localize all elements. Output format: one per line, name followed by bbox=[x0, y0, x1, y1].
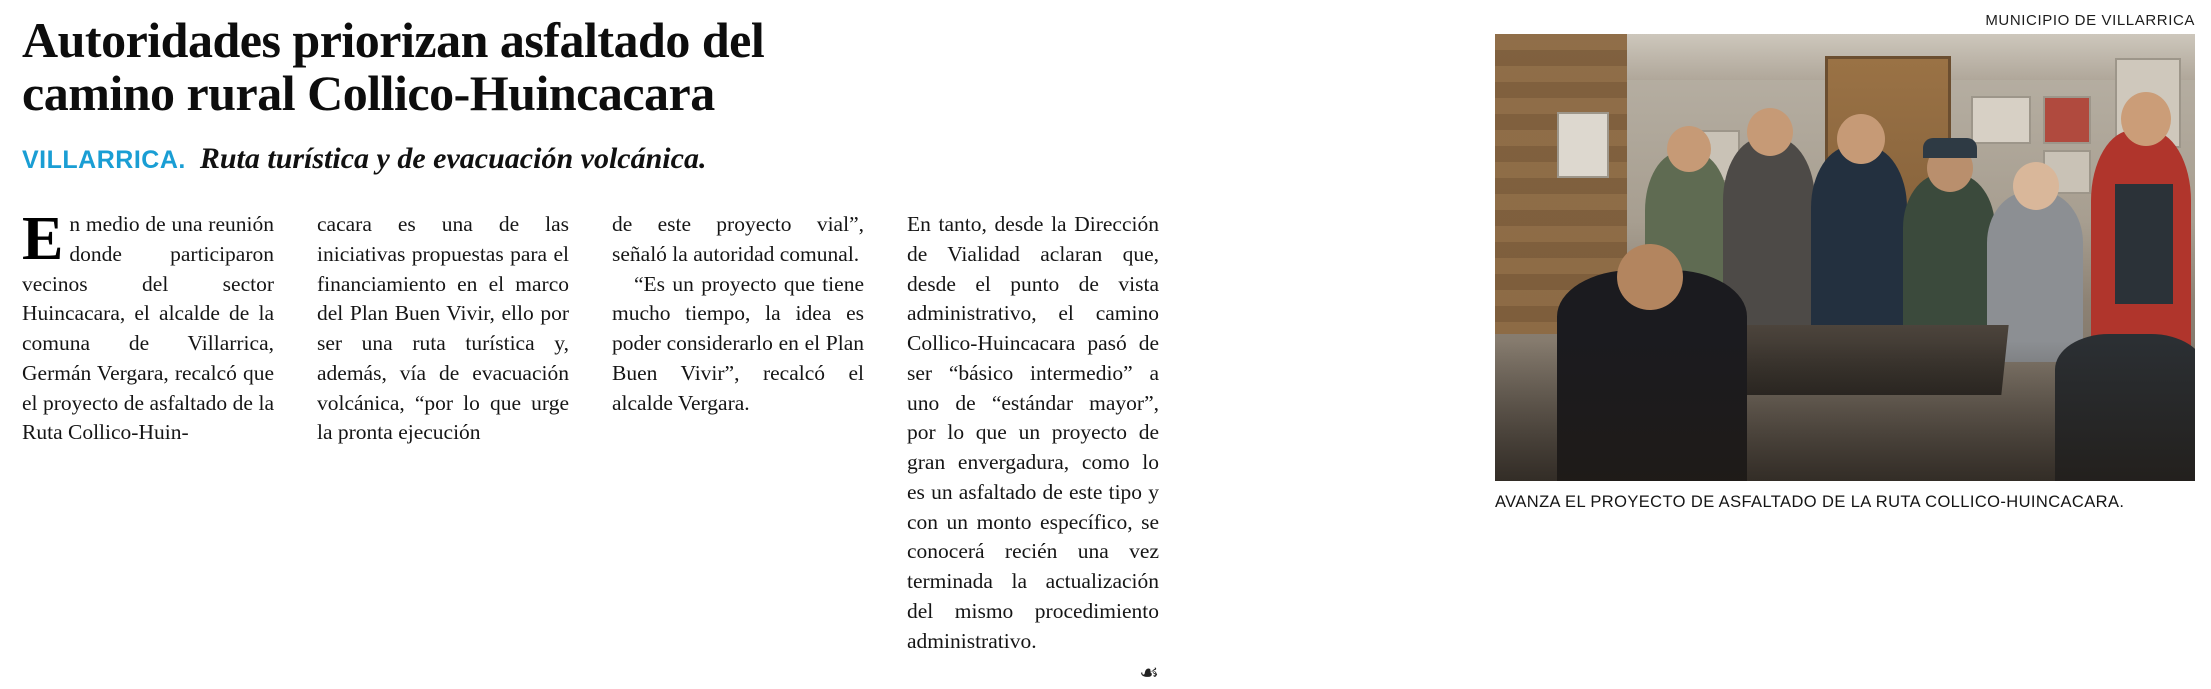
kicker-location: VILLARRICA. bbox=[22, 146, 186, 174]
article-photo bbox=[1495, 34, 2195, 481]
photo-poster bbox=[1971, 96, 2031, 144]
body-column-3 bbox=[612, 210, 864, 689]
photo-person bbox=[1811, 146, 1907, 352]
paragraph: “Es un proyecto que tiene mucho tiempo, la idea es poder considerarlo en el Plan Buen Vivir”, recalcó el alcalde Vergara. bbox=[612, 271, 864, 415]
page-title bbox=[22, 14, 1032, 120]
paragraph: En tanto, desde la Dirección de Vialidad aclaran que, desde el punto de vista administrativo, el camino Collico-Huincacara pasó de ser “básico intermedio” a uno de “estándar mayor”, por lo que un proyecto de gran envergadura, como lo es un asfaltado de este tipo y con un monto específico, se conocerá recién una vez terminada la actualización del mismo procedimiento administrativo. bbox=[907, 212, 1159, 653]
photo-person-vest bbox=[2115, 184, 2173, 304]
paragraph bbox=[22, 205, 274, 448]
photo-person-head bbox=[2121, 92, 2171, 146]
photo-person-head bbox=[1747, 108, 1793, 156]
body-column-4 bbox=[907, 210, 1159, 689]
article-block bbox=[22, 12, 1462, 686]
body-column-1 bbox=[22, 205, 274, 689]
photo-shadow bbox=[1495, 341, 2195, 481]
photo-person-head bbox=[1617, 244, 1683, 310]
photo-poster bbox=[1557, 112, 1609, 178]
kicker-row bbox=[22, 142, 1032, 176]
body-columns bbox=[22, 205, 1462, 689]
photo-caption: AVANZA EL PROYECTO DE ASFALTADO DE LA RUTA COLLICO-HUINCACARA. bbox=[1495, 493, 2125, 511]
subheadline: Ruta turística y de evacuación volcánica. bbox=[199, 142, 707, 175]
end-mark-icon: ☙ bbox=[1139, 660, 1159, 686]
body-column-2 bbox=[317, 210, 569, 689]
photo-credit: MUNICIPIO DE VILLARRICA bbox=[1985, 12, 2195, 29]
photo-person-head bbox=[1667, 126, 1711, 172]
photo-block bbox=[1495, 12, 2195, 512]
photo-poster bbox=[2043, 96, 2091, 144]
photo-person-head bbox=[1837, 114, 1885, 164]
headline-line-2: camino rural Collico-Huincacara bbox=[22, 65, 715, 121]
photo-person-head bbox=[2013, 162, 2059, 210]
drop-cap: E bbox=[22, 205, 64, 273]
paragraph-text: n medio de una reunión donde participaron vecinos del sector Huincacara, el alcalde de la comuna de Villarrica, Germán Vergara, recalcó que el proyecto de asfaltado de la Ruta Collico-Huin- bbox=[22, 212, 274, 445]
paragraph: de este proyecto vial”, señaló la autoridad comunal. bbox=[612, 212, 864, 266]
paragraph: cacara es una de las iniciativas propuestas para el financiamiento en el marco del Plan Buen Vivir, ello por ser una ruta turística y, además, vía de evacuación volcánica, “por lo que urge la pronta ejecución bbox=[317, 212, 569, 445]
photo-person-cap bbox=[1923, 138, 1977, 158]
headline-line-1: Autoridades priorizan asfaltado del bbox=[22, 12, 765, 68]
